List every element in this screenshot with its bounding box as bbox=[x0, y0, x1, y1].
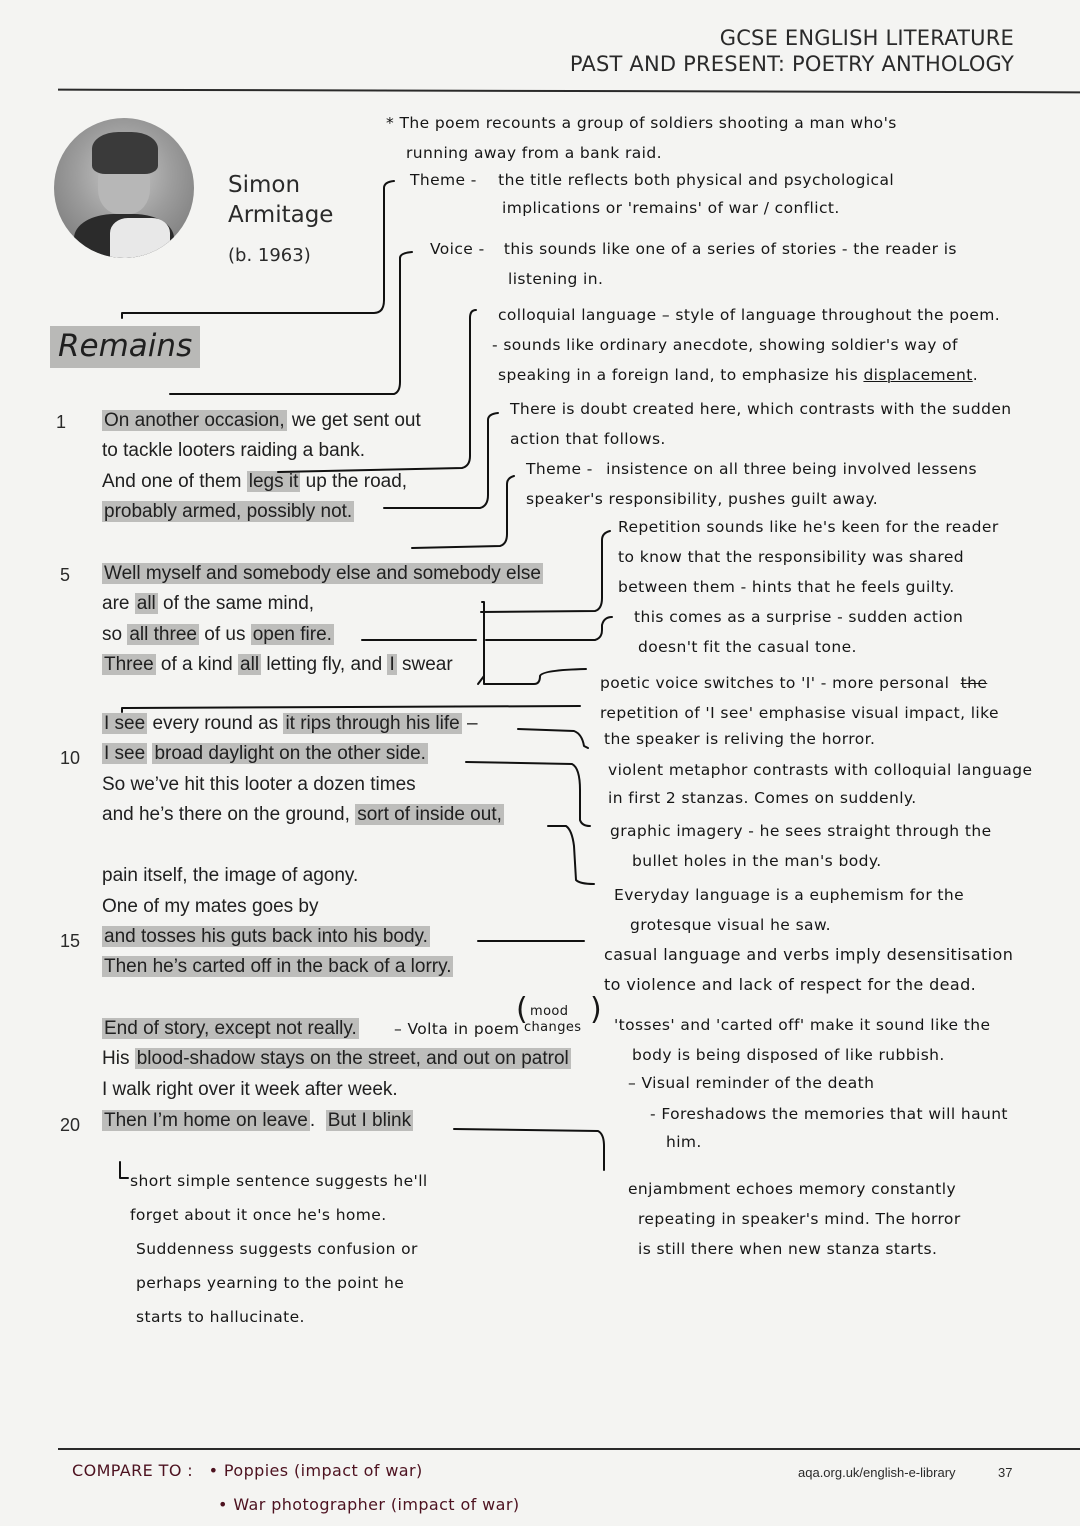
poem-text: . bbox=[309, 1110, 326, 1131]
highlighted-phrase: sort of inside out, bbox=[357, 804, 502, 825]
highlighted-phrase: all three bbox=[129, 624, 197, 645]
poem-text: of a kind bbox=[155, 654, 239, 675]
highlighted-phrase: open fire. bbox=[252, 624, 332, 645]
poem-text: His bbox=[102, 1048, 135, 1069]
annotation-colloquial: colloquial language – style of language throughout the poem. - sounds like ordinary anecdote, showing soldier's way of speaking in a foreign land, to emphasize his displacement. bbox=[492, 306, 1001, 384]
annotation-surprise: this comes as a surprise - sudden action doesn't fit the casual tone. bbox=[634, 608, 964, 656]
annotation-volta: – Volta in poem bbox=[394, 1020, 520, 1038]
line-number: 1 bbox=[56, 412, 67, 432]
header-subject: GCSE ENGLISH LITERATURE bbox=[719, 26, 1014, 50]
annotation-theme-title: Theme - the title reflects both physical and psychological implications or 'remains' of war / conflict. bbox=[410, 171, 895, 217]
highlighted-phrase: broad daylight on the other side. bbox=[154, 743, 426, 764]
poem-text: up the road, bbox=[300, 471, 408, 492]
highlighted-phrase: On another occasion, bbox=[104, 410, 285, 431]
poet-first-name: Simon bbox=[228, 172, 301, 198]
annotation-casual-language: casual language and verbs imply desensitisation to violence and lack of respect for the dead. bbox=[604, 945, 1014, 994]
compare-item: • War photographer (impact of war) bbox=[218, 1495, 520, 1514]
highlighted-phrase: legs it bbox=[248, 471, 299, 492]
annotation-doubt: There is doubt created here, which contrasts with the sudden action that follows. bbox=[510, 400, 1012, 448]
annotation-metaphor: violent metaphor contrasts with colloquial language in first 2 stanzas. Comes on suddenly. bbox=[608, 761, 1033, 807]
poem-text: I walk right over it week after week. bbox=[102, 1079, 398, 1100]
highlighted-phrase: all bbox=[136, 593, 156, 614]
footer-divider bbox=[58, 1448, 1080, 1450]
poem-text: we get sent out bbox=[286, 410, 421, 431]
header-anthology: PAST AND PRESENT: POETRY ANTHOLOGY bbox=[569, 52, 1014, 76]
highlighted-phrase: I bbox=[389, 654, 395, 675]
annotation-enjambment: enjambment echoes memory constantly repeating in speaker's mind. The horror is still there when new stanza starts. bbox=[628, 1180, 961, 1258]
poem-text: are bbox=[102, 593, 135, 614]
highlighted-phrase: End of story, except not really. bbox=[104, 1018, 357, 1039]
highlighted-phrase: But I blink bbox=[327, 1110, 412, 1131]
annotation-short-sentence: short simple sentence suggests he'll forget about it once he's home. Suddenness suggests confusion or perhaps yearning to the point he starts to hallucinate. bbox=[130, 1172, 428, 1326]
annotation-theme-insistence: Theme - insistence on all three being involved lessens speaker's responsibility, pushes guilt away. bbox=[526, 460, 978, 508]
annotation-volta-mood: ( mood changes ) bbox=[516, 992, 603, 1035]
line-number: 20 bbox=[60, 1115, 81, 1135]
poem-text: One of my mates goes by bbox=[102, 896, 319, 917]
poem-text: to tackle looters raiding a bank. bbox=[102, 440, 365, 461]
annotation-visual-reminder: – Visual reminder of the death bbox=[628, 1074, 875, 1092]
annotation-graphic-imagery: graphic imagery - he sees straight through the bullet holes in the man's body. bbox=[610, 822, 992, 870]
highlighted-phrase: all bbox=[240, 654, 260, 675]
poem-text: And one of them bbox=[102, 471, 247, 492]
highlighted-phrase: I see bbox=[104, 743, 146, 764]
highlighted-phrase: it rips through his life bbox=[285, 713, 460, 734]
poem-text: and he’s there on the ground, bbox=[102, 804, 356, 825]
poem-text: swear bbox=[396, 654, 453, 675]
line-number: 15 bbox=[60, 931, 81, 951]
compare-item: • Poppies (impact of war) bbox=[208, 1461, 423, 1480]
highlighted-phrase: Then he’s carted off in the back of a lorry. bbox=[104, 956, 452, 977]
highlighted-phrase: Three bbox=[104, 654, 154, 675]
footer-link[interactable]: aqa.org.uk/english-e-library bbox=[798, 1465, 956, 1480]
poet-dates: (b. 1963) bbox=[228, 245, 311, 266]
poem-title: Remains bbox=[50, 326, 200, 368]
annotation-voice: Voice - this sounds like one of a series of stories - the reader is listening in. bbox=[430, 240, 957, 288]
annotation-repetition: Repetition sounds like he's keen for the reader to know that the responsibility was shared between them - hints that he feels guilty. bbox=[618, 518, 999, 596]
annotation-everyday-language: Everyday language is a euphemism for the grotesque visual he saw. bbox=[614, 886, 965, 934]
poem-text: So we’ve hit this looter a dozen times bbox=[102, 774, 416, 795]
highlighted-phrase: blood-shadow stays on the street, and out on patrol bbox=[136, 1048, 569, 1069]
compare-label: COMPARE TO : bbox=[72, 1461, 194, 1480]
highlighted-phrase: and tosses his guts back into his body. bbox=[104, 926, 428, 947]
poem-text: – bbox=[461, 713, 478, 734]
annotation-poetic-voice: poetic voice switches to 'I' - more personal the bbox=[600, 674, 988, 692]
poet-last-name: Armitage bbox=[228, 202, 334, 228]
annotation-summary: * The poem recounts a group of soldiers shooting a man who's running away from a bank raid. bbox=[386, 114, 897, 162]
poem-text: pain itself, the image of agony. bbox=[102, 865, 359, 886]
annotation-i-see: repetition of 'I see' emphasise visual impact, like the speaker is reliving the horror. bbox=[600, 704, 999, 748]
poem-text: every round as bbox=[147, 713, 284, 734]
highlighted-phrase: I see bbox=[104, 713, 146, 734]
highlighted-phrase: probably armed, possibly not. bbox=[104, 501, 353, 522]
page-number: 37 bbox=[998, 1465, 1013, 1480]
annotation-foreshadows: - Foreshadows the memories that will haunt him. bbox=[650, 1105, 1008, 1151]
annotation-tosses: 'tosses' and 'carted off' make it sound like the body is being disposed of like rubbish. bbox=[614, 1016, 991, 1064]
poem-text: of us bbox=[198, 624, 251, 645]
highlighted-phrase: Then I’m home on leave bbox=[104, 1110, 308, 1131]
line-number: 5 bbox=[60, 565, 71, 585]
poem-text: so bbox=[102, 624, 128, 645]
poem-text: letting fly, and bbox=[261, 654, 388, 675]
line-number: 10 bbox=[60, 748, 81, 768]
compare-to bbox=[72, 1454, 520, 1522]
highlighted-phrase: Well myself and somebody else and somebody else bbox=[104, 563, 541, 584]
poem-text: of the same mind, bbox=[157, 593, 315, 614]
